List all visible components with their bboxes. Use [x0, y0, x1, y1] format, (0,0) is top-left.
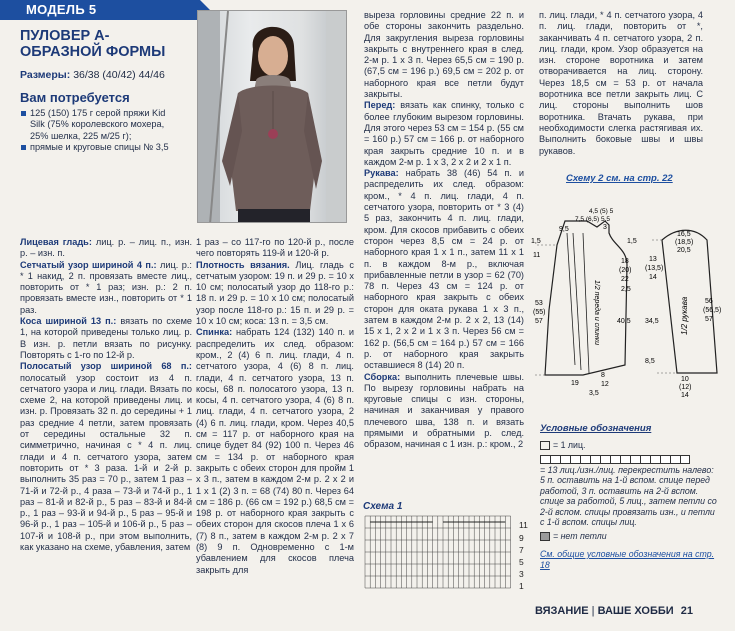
paragraph — [20, 260, 192, 316]
paragraph-text: полосатый узор состоит из 4 п. сетчатого узора и лиц. глади. Вязать по схеме 2, на которой приведены лиц. и изн. р. Провязать 32 п. до середины + 1 раз средние 4 петли, затем провязать от середины остальные 32 п. симметрично, начиная с * 4 п. лиц. глади и 4 п. сетчатого узора, затем повторить от * 3 раза. 1-й и 2-й р. выполнить 35 раз = 70 р., затем 1 раз – 71-й и 72-й р., 4 раза – 73-й и 74-й р., 1 раз – 81-й и 82-й р., 5 раз – 83-й и 84-й р., 1 раз – 93-й и 94-й р., 5 раз – 95-й и 96-й р., 1 раз – 105-й и 106-й р., 5 раз – 107-й и 108-й р., при этом выполнить, как указано на схеме, убавления, затем — [20, 372, 192, 553]
row-number: 9 — [519, 533, 524, 543]
legend-title: Условные обозначения — [540, 423, 652, 434]
dim-label: 57 — [705, 316, 713, 323]
legend-item: = 13 лиц./изн./лиц. перекрестить налево: 5 п. оставить на 1-й вспом. спице перед работой, 3 п. оставить на 2-й вспом. спице за работой, 5 лиц., затем петли со 2-й вспом. спицы провязать изн., и петли с 1-й вспом. спицы лиц. — [540, 454, 720, 528]
paragraph — [364, 372, 524, 451]
paragraph-text: вязать по схеме 1, на которой приведены только лиц. р. В изн. р. петли вязать по рисунку. Повторять с 1-го по 12-й р. — [20, 316, 192, 360]
legend-item: = нет петли — [540, 531, 720, 542]
knit-stitch-symbol — [540, 441, 550, 450]
legend-reference: См. общие условные обозначения на стр. 18 — [540, 549, 715, 570]
dim-label: 14 — [649, 274, 657, 281]
schema1-label: Схема 1 — [363, 501, 403, 512]
legend-item: = 1 лиц. — [540, 440, 720, 451]
model-title: МОДЕЛЬ 5 — [26, 2, 97, 17]
paragraph — [196, 260, 354, 328]
dim-label: 1,5 — [627, 238, 637, 245]
pattern-title: ПУЛОВЕР А-ОБРАЗНОЙ ФОРМЫ — [20, 28, 166, 60]
sizes-value: 36/38 (40/42) 44/46 — [73, 69, 165, 81]
dim-label: 22 — [621, 276, 629, 283]
paragraph-text: лиц. р. – лиц. п., изн. р. – изн. п. — [20, 237, 192, 259]
page-number: 21 — [680, 605, 693, 617]
dim-label: 20,5 — [677, 247, 691, 254]
column-1 — [20, 237, 192, 553]
paragraph-text: выполнить плечевые швы. По вырезу горловины набрать на круговые спицы с изн. стороны, начиная и заканчивая у правого плечевого шва, 138 п. и вязать прямыми и обратными р. след. образом, начиная с 1 изн. р.: кром., 2 — [364, 371, 524, 450]
body-vertical-label: 1/2 переда и спинки — [593, 280, 600, 345]
dim-label: (56,5) — [703, 307, 722, 314]
dim-label: 53 — [535, 300, 543, 307]
no-stitch-symbol — [540, 532, 550, 541]
dim-label: 56 — [705, 298, 713, 305]
page-footer: ВЯЗАНИЕ | ВАШЕ ХОББИ 21 — [534, 605, 693, 617]
dim-label: (18,5) — [675, 239, 694, 246]
paragraph — [20, 316, 192, 361]
magazine-name: ВЯЗАНИЕ — [534, 605, 589, 617]
dim-label: (12) — [679, 384, 692, 391]
paragraph-text: выреза горловины средние 22 п. и обе стороны закончить раздельно. Для закругления выреза горловины закрыть с внутреннего края в след. 2-м р. 1 x 3 п. Через 65,5 см = 190 р. (67,5 см = 196 р.) 69,5 см = 202 р. от наборного края все петли будут закрыты. — [364, 10, 524, 100]
dim-label: 14 — [681, 392, 689, 399]
dim-label: 8,5 — [645, 358, 655, 365]
dim-label: 3 — [603, 224, 607, 231]
dim-label: 57 — [535, 318, 543, 325]
dim-label: 3,5 — [589, 390, 599, 397]
dim-label: (20) — [619, 267, 632, 274]
paragraph-heading: Спинка: — [196, 327, 233, 338]
sizes-label: Размеры: — [20, 69, 71, 81]
paragraph — [20, 237, 192, 260]
paragraph-text: набрать 38 (46) 54 п. и распределить их след. образом: кром., * 4 п. лиц. глади, 4 п. сетчатого узора, повторить от * 3 (4) 5 раз, закончить 4 п. лиц. глади, кром. Для скосов прибавить с обеих сторон через 8,5 см = 24 р. от наборного края 1 x 1 п., затем 11 x 1 п. в каждом 8-м р., включая прибавленные петли в узор = 62 (70) 78 п. Через 43 см = 124 р. от наборного края закрыть с обеих сторон для окатa рукава 1 x 3 п., затем в каждом 2-м р. 2 x 2, 13 (14) 15 x 1, 2 x 2 и 1 x 3 п. Через 56 см = 162 р. (56,5 см = 164 р.) 57 см = 166 р. от наборного края закрыть оставшиеся 8 (14) 20 п. — [364, 168, 524, 371]
legend — [540, 424, 720, 570]
dim-label: 4,5 (5) 5 — [589, 208, 614, 215]
paragraph — [364, 168, 524, 371]
column-3 — [364, 10, 524, 451]
paragraph-heading: Рукава: — [364, 168, 399, 179]
row-number: 11 — [519, 520, 528, 530]
materials-list — [20, 108, 180, 153]
intro-box — [20, 28, 194, 224]
schema1-chart — [363, 512, 533, 592]
schema2-label: Схему 2 см. на стр. 22 — [566, 173, 673, 184]
materials-item: прямые и круговые спицы № 3,5 — [20, 142, 180, 153]
row-number: 7 — [519, 545, 524, 555]
dim-label: 9,5 — [559, 226, 569, 233]
dim-label: 34,5 — [645, 318, 659, 325]
paragraph-heading: Полосатый узор шириной 68 п.: — [20, 361, 192, 372]
materials-item: 125 (150) 175 г серой пряжи Kid Silk (75% королевского мохера, 25% шелка, 225 м/25 г); — [20, 108, 180, 142]
dim-label: 11 — [533, 252, 541, 259]
dim-label: 8 — [601, 372, 605, 379]
paragraph — [364, 100, 524, 168]
dim-label: (55) — [533, 309, 546, 316]
column-2 — [196, 237, 354, 576]
dim-label: 10 — [681, 376, 689, 383]
paragraph — [20, 361, 192, 553]
dim-label: 16,5 — [677, 231, 691, 238]
model-photo — [197, 10, 347, 223]
materials-title: Вам потребуется — [20, 90, 130, 105]
paragraph-heading: Сетчатый узор шириной 4 п.: — [20, 259, 157, 270]
paragraph — [196, 327, 354, 576]
sizes-line — [20, 69, 194, 81]
dim-label: 7,5 (6,5) 5,5 — [575, 216, 611, 223]
cable-symbol — [540, 455, 690, 464]
garment-schematic — [527, 205, 727, 405]
paragraph-heading: Сборка: — [364, 371, 401, 382]
row-number: 5 — [519, 557, 524, 567]
paragraph-heading: Лицевая гладь: — [20, 237, 92, 247]
paragraph-text: 1 раз – со 117-го по 120-й р., после чего повторять 119-й и 120-й р. — [196, 237, 354, 259]
dim-label: 1,5 — [531, 238, 541, 245]
paragraph-text: п. лиц. глади, * 4 п. сетчатого узора, 4 п. лиц. глади, повторить от *, заканчивать 4 п. сетчатого узора, 2 п. лиц. глади, кром. Узор образуется на изн. стороне воротника и затем отворачивается на лиц. сторону. Через 18,5 см = 53 р. от начала воротника все петли закрыть лиц. С лиц. стороны выполнить шов воротника. Втачать рукава, при необходимости слегка растягивая их. Выполнить боковые швы и швы рукавов. — [539, 10, 703, 156]
column-4 — [539, 10, 703, 157]
dim-label: 19 — [571, 380, 579, 387]
dim-label: (13,5) — [645, 265, 664, 272]
dim-label: 18 — [621, 258, 629, 265]
dim-label: 2,5 — [621, 286, 631, 293]
paragraph-heading: Плотность вязания. — [196, 259, 290, 270]
paragraph-heading: Перед: — [364, 100, 396, 111]
paragraph-heading: Коса шириной 13 п.: — [20, 316, 117, 327]
model-photo-illustration — [198, 11, 347, 223]
dim-label: 13 — [649, 256, 657, 263]
paragraph-text: вязать как спинку, только с более глубоким вырезом горловины. Для этого через 53 см = 154 р. (55 см = 160 р.) 57 см = 166 р. от наборного края закрыть средние 10 п. и в каждом 2-м р. 1 x 3, 2 x 2 и 2 x 1 п. — [364, 100, 524, 167]
row-number: 1 — [519, 581, 524, 591]
sleeve-vertical-label: 1/2 рукава — [680, 296, 689, 335]
paragraph-text: Лиц. гладь с сетчатым узором: 19 п. и 29 р. = 10 x 10 см; полосатый узор до 118-го р.: 18 п. и 29 р. = 10 x 10 см; полосатый узор после 118-го р.: 15 п. и 29 р. = 10 x 10 см; коса: 13 п. = 3,5 см. — [196, 259, 354, 327]
dim-label: 40,5 — [617, 318, 631, 325]
dim-label: 12 — [601, 381, 609, 388]
paragraph-text: лиц. р.: * 1 накид, 2 п. провязать вместе лиц., повторить от * 1 раз; изн. р.: 2 п. провязать вместе изн., повторить от * 1 раз. — [20, 259, 192, 315]
row-number: 3 — [519, 569, 524, 579]
magazine-section: ВАШЕ ХОББИ — [597, 605, 674, 617]
model-header — [0, 0, 200, 20]
paragraph-text: набрать 124 (132) 140 п. и распределить их след. образом: кром., 2 (4) 6 п. лиц. глади, 4 п. сетчатого узора, 4 (6) 8 п. лиц. глади, 4 п. сетчатого узора, 13 п. косы, 68 п. полосатого узора, 13 п. косы, 4 п. сетчатого узора, 4 (6) 8 п. лиц. глади, 4 п. сетчатого узора, 2 (4) 6 п. лиц. глади, кром. Через 40,5 см = 117 р. от наборного края на спице будет 84 (92) 100 п. Через 46 см = 134 р. от наборного края закрыть с обеих сторон для пройм 1 x 3 п., затем в каждом 2-м р. 2 x 2 и 1 x 1 (2) 3 п. = 68 (74) 80 п. Через 64 см = 186 р. (66 см = 192 р.) 68,5 см = 198 р. от наборного края закрыть с обеих сторон для скосов плеча 1 x 6 (7) 8 п., затем в каждом 2-м р. 2 x 7 (8) 9 п. Одновременно с 1-м убавлением для скосов плеча закрыть для — [196, 327, 354, 575]
